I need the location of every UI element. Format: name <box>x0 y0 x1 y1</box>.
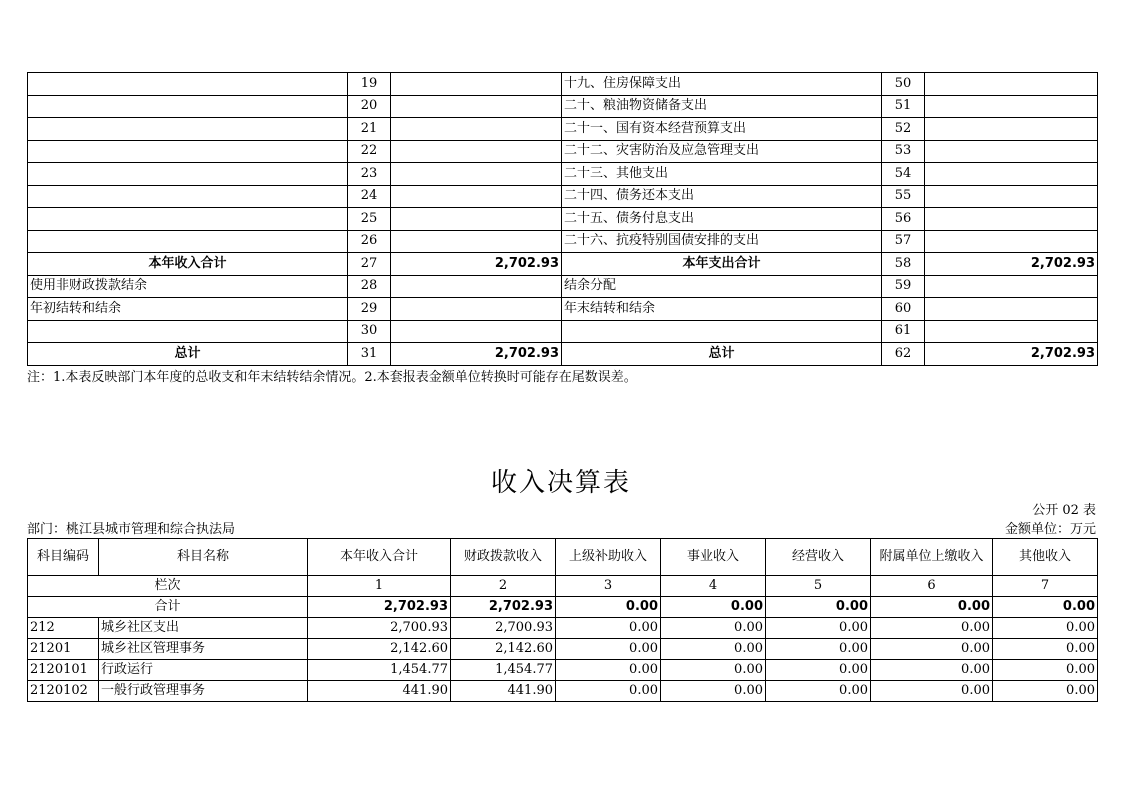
total-value: 2,702.93 <box>451 597 556 618</box>
total-value: 0.00 <box>871 597 993 618</box>
right-amount <box>925 73 1098 96</box>
amount-cell: 0.00 <box>993 660 1098 681</box>
subject-code: 212 <box>28 618 99 639</box>
summary-table <box>27 72 1098 366</box>
header-cell: 经营收入 <box>766 539 871 576</box>
left-amount <box>391 95 562 118</box>
table-row <box>28 73 1098 96</box>
right-amount <box>925 230 1098 253</box>
amount-cell: 0.00 <box>766 639 871 660</box>
left-amount <box>391 118 562 141</box>
right-row-number: 55 <box>882 185 925 208</box>
amount-cell: 2,700.93 <box>451 618 556 639</box>
table-row <box>28 320 1098 343</box>
header-cell: 其他收入 <box>993 539 1098 576</box>
header-cell: 本年收入合计 <box>308 539 451 576</box>
table-row <box>28 95 1098 118</box>
right-amount <box>925 275 1098 298</box>
right-amount <box>925 163 1098 186</box>
amount-cell: 0.00 <box>871 660 993 681</box>
left-amount <box>391 185 562 208</box>
amount-cell: 0.00 <box>661 660 766 681</box>
table-row <box>28 618 1098 639</box>
right-label: 二十五、债务付息支出 <box>562 208 882 231</box>
left-row-number: 24 <box>348 185 391 208</box>
left-label <box>28 118 348 141</box>
right-amount: 2,702.93 <box>925 253 1098 276</box>
amount-cell: 0.00 <box>871 639 993 660</box>
table-note: 注：1.本表反映部门本年度的总收支和年末结转结余情况。2.本套报表金额单位转换时可能存在尾数误差。 <box>27 370 637 385</box>
left-amount <box>391 275 562 298</box>
amount-cell: 0.00 <box>661 639 766 660</box>
left-label <box>28 185 348 208</box>
left-label: 使用非财政拨款结余 <box>28 275 348 298</box>
table-row <box>28 163 1098 186</box>
column-index: 6 <box>871 576 993 597</box>
amount-cell: 0.00 <box>556 681 661 702</box>
left-row-number: 26 <box>348 230 391 253</box>
right-amount <box>925 140 1098 163</box>
right-label: 二十六、抗疫特别国债安排的支出 <box>562 230 882 253</box>
subject-name: 城乡社区支出 <box>99 618 308 639</box>
left-label: 总计 <box>28 343 348 366</box>
left-amount <box>391 208 562 231</box>
department-label: 部门：桃江县城市管理和综合执法局 <box>27 522 236 537</box>
amount-cell: 0.00 <box>993 681 1098 702</box>
left-label <box>28 230 348 253</box>
column-index: 2 <box>451 576 556 597</box>
right-label: 总计 <box>562 343 882 366</box>
amount-cell: 0.00 <box>993 618 1098 639</box>
right-row-number: 60 <box>882 298 925 321</box>
amount-cell: 1,454.77 <box>308 660 451 681</box>
right-label: 二十三、其他支出 <box>562 163 882 186</box>
right-amount <box>925 185 1098 208</box>
right-row-number: 58 <box>882 253 925 276</box>
left-label <box>28 73 348 96</box>
right-row-number: 57 <box>882 230 925 253</box>
left-amount <box>391 163 562 186</box>
left-amount <box>391 73 562 96</box>
left-row-number: 27 <box>348 253 391 276</box>
amount-cell: 0.00 <box>766 660 871 681</box>
right-row-number: 53 <box>882 140 925 163</box>
amount-cell: 0.00 <box>556 639 661 660</box>
right-row-number: 62 <box>882 343 925 366</box>
amount-cell: 0.00 <box>871 618 993 639</box>
right-label: 二十、粮油物资储备支出 <box>562 95 882 118</box>
total-value: 0.00 <box>661 597 766 618</box>
right-amount: 2,702.93 <box>925 343 1098 366</box>
left-row-number: 31 <box>348 343 391 366</box>
table-row <box>28 298 1098 321</box>
amount-cell: 441.90 <box>451 681 556 702</box>
amount-cell: 441.90 <box>308 681 451 702</box>
right-row-number: 54 <box>882 163 925 186</box>
left-row-number: 25 <box>348 208 391 231</box>
right-row-number: 56 <box>882 208 925 231</box>
total-row <box>28 597 1098 618</box>
subject-code: 2120102 <box>28 681 99 702</box>
amount-cell: 1,454.77 <box>451 660 556 681</box>
right-label: 本年支出合计 <box>562 253 882 276</box>
right-label: 年末结转和结余 <box>562 298 882 321</box>
left-amount <box>391 320 562 343</box>
amount-cell: 0.00 <box>871 681 993 702</box>
table-row <box>28 343 1098 366</box>
left-label <box>28 140 348 163</box>
subject-name: 城乡社区管理事务 <box>99 639 308 660</box>
amount-cell: 0.00 <box>766 618 871 639</box>
amount-cell: 0.00 <box>556 618 661 639</box>
total-label: 合计 <box>28 597 308 618</box>
right-label: 二十四、债务还本支出 <box>562 185 882 208</box>
table-row <box>28 681 1098 702</box>
left-amount <box>391 140 562 163</box>
left-label: 年初结转和结余 <box>28 298 348 321</box>
right-amount <box>925 118 1098 141</box>
table-row <box>28 639 1098 660</box>
amount-unit-label: 金额单位：万元 <box>1004 522 1096 537</box>
table-row <box>28 140 1098 163</box>
table-row <box>28 275 1098 298</box>
right-label <box>562 320 882 343</box>
left-amount: 2,702.93 <box>391 253 562 276</box>
subject-code: 21201 <box>28 639 99 660</box>
amount-cell: 2,142.60 <box>308 639 451 660</box>
total-value: 0.00 <box>556 597 661 618</box>
right-row-number: 59 <box>882 275 925 298</box>
left-amount <box>391 298 562 321</box>
left-label <box>28 163 348 186</box>
table-row <box>28 230 1098 253</box>
amount-cell: 0.00 <box>766 681 871 702</box>
column-index: 1 <box>308 576 451 597</box>
table-row <box>28 660 1098 681</box>
column-index: 3 <box>556 576 661 597</box>
column-index-label: 栏次 <box>28 576 308 597</box>
left-row-number: 28 <box>348 275 391 298</box>
left-label <box>28 320 348 343</box>
right-amount <box>925 298 1098 321</box>
amount-cell: 0.00 <box>661 618 766 639</box>
subject-name: 一般行政管理事务 <box>99 681 308 702</box>
left-label <box>28 95 348 118</box>
left-row-number: 22 <box>348 140 391 163</box>
left-row-number: 21 <box>348 118 391 141</box>
amount-cell: 2,142.60 <box>451 639 556 660</box>
header-cell: 科目名称 <box>99 539 308 576</box>
header-row <box>28 539 1098 576</box>
income-table <box>27 538 1098 702</box>
left-amount: 2,702.93 <box>391 343 562 366</box>
table-row <box>28 253 1098 276</box>
left-label <box>28 208 348 231</box>
left-row-number: 23 <box>348 163 391 186</box>
right-amount <box>925 95 1098 118</box>
header-cell: 科目编码 <box>28 539 99 576</box>
amount-cell: 2,700.93 <box>308 618 451 639</box>
right-amount <box>925 208 1098 231</box>
total-value: 2,702.93 <box>308 597 451 618</box>
subject-code: 2120101 <box>28 660 99 681</box>
amount-cell: 0.00 <box>661 681 766 702</box>
amount-cell: 0.00 <box>556 660 661 681</box>
header-cell: 事业收入 <box>661 539 766 576</box>
right-row-number: 61 <box>882 320 925 343</box>
right-amount <box>925 320 1098 343</box>
right-row-number: 51 <box>882 95 925 118</box>
column-index: 4 <box>661 576 766 597</box>
header-cell: 上级补助收入 <box>556 539 661 576</box>
right-row-number: 52 <box>882 118 925 141</box>
column-index-row <box>28 576 1098 597</box>
left-row-number: 19 <box>348 73 391 96</box>
table-row <box>28 208 1098 231</box>
left-row-number: 30 <box>348 320 391 343</box>
right-row-number: 50 <box>882 73 925 96</box>
right-label: 二十一、国有资本经营预算支出 <box>562 118 882 141</box>
total-value: 0.00 <box>993 597 1098 618</box>
column-index: 7 <box>993 576 1098 597</box>
table-row <box>28 118 1098 141</box>
right-label: 结余分配 <box>562 275 882 298</box>
header-cell: 财政拨款收入 <box>451 539 556 576</box>
subject-name: 行政运行 <box>99 660 308 681</box>
right-label: 十九、住房保障支出 <box>562 73 882 96</box>
header-cell: 附属单位上缴收入 <box>871 539 993 576</box>
left-amount <box>391 230 562 253</box>
table-row <box>28 185 1098 208</box>
right-label: 二十二、灾害防治及应急管理支出 <box>562 140 882 163</box>
form-number: 公开 02 表 <box>1032 503 1096 518</box>
left-label: 本年收入合计 <box>28 253 348 276</box>
amount-cell: 0.00 <box>993 639 1098 660</box>
column-index: 5 <box>766 576 871 597</box>
left-row-number: 29 <box>348 298 391 321</box>
left-row-number: 20 <box>348 95 391 118</box>
total-value: 0.00 <box>766 597 871 618</box>
page-title: 收入决算表 <box>490 468 631 498</box>
